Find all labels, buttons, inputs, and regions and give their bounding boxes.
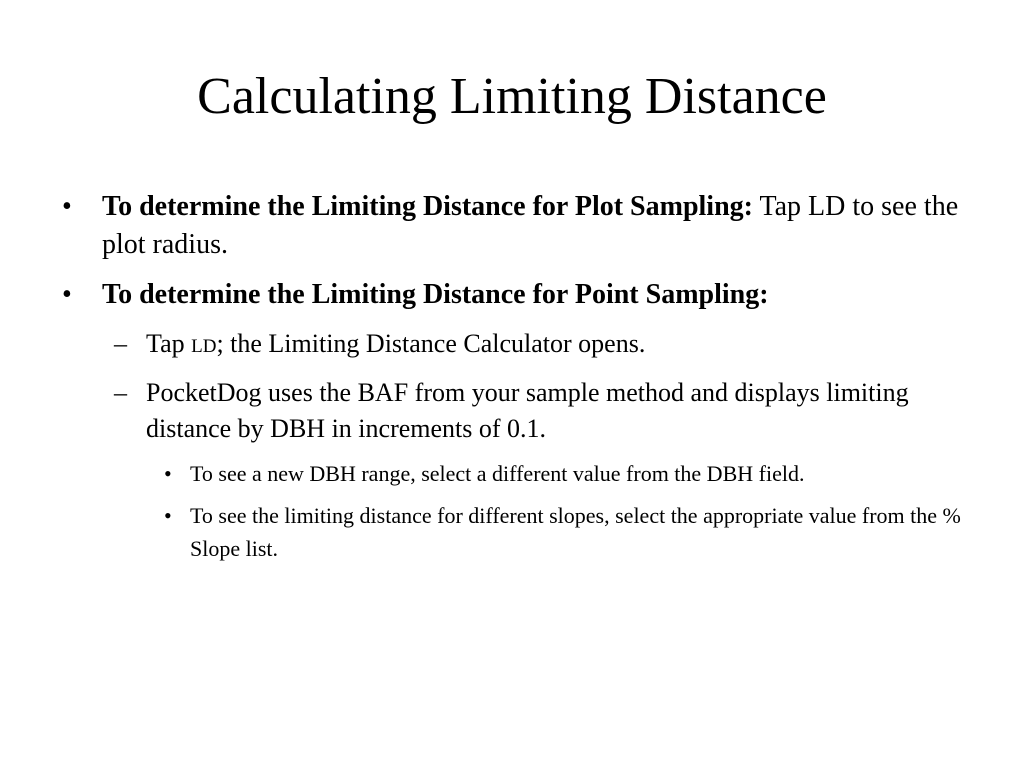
- bullet-marker: •: [164, 461, 172, 486]
- bullet-marker: •: [62, 191, 72, 222]
- bullet-heading: To determine the Limiting Distance for Plot Sampling:: [102, 191, 753, 222]
- sub-sub-bullet-text: To see a new DBH range, select a different value from the DBH field.: [190, 461, 805, 486]
- slide-title: Calculating Limiting Distance: [197, 68, 827, 125]
- bullet-marker: •: [62, 279, 72, 310]
- dash-marker: –: [114, 378, 127, 407]
- sub-sub-bullet-text: To see the limiting distance for different slopes, select the appropriate value from the % Slope list.: [190, 503, 961, 561]
- bullet-heading: To determine the Limiting Distance for Point Sampling:: [102, 279, 769, 310]
- sub-sub-bullet-dbh-range: [62, 457, 972, 490]
- bullet-point-sampling: [62, 276, 972, 314]
- bullet-text: Tap LD to see the plot radius.: [102, 191, 959, 260]
- sub-bullet-post: ; the Limiting Distance Calculator opens.: [216, 329, 646, 358]
- sub-bullet-text: PocketDog uses the BAF from your sample method and displays limiting distance by DBH in increments of 0.1.: [146, 378, 909, 443]
- dash-marker: –: [114, 329, 127, 358]
- sub-sub-bullet-slope: [62, 499, 972, 565]
- sub-bullet-tap-ld: [62, 326, 972, 365]
- slide-body: [62, 188, 972, 574]
- bullet-marker: •: [164, 503, 172, 528]
- sub-bullet-pocketdog: [62, 375, 972, 447]
- sub-bullet-pre: Tap: [146, 329, 192, 358]
- ld-button-label: LD: [191, 336, 217, 357]
- bullet-plot-sampling: [62, 188, 972, 264]
